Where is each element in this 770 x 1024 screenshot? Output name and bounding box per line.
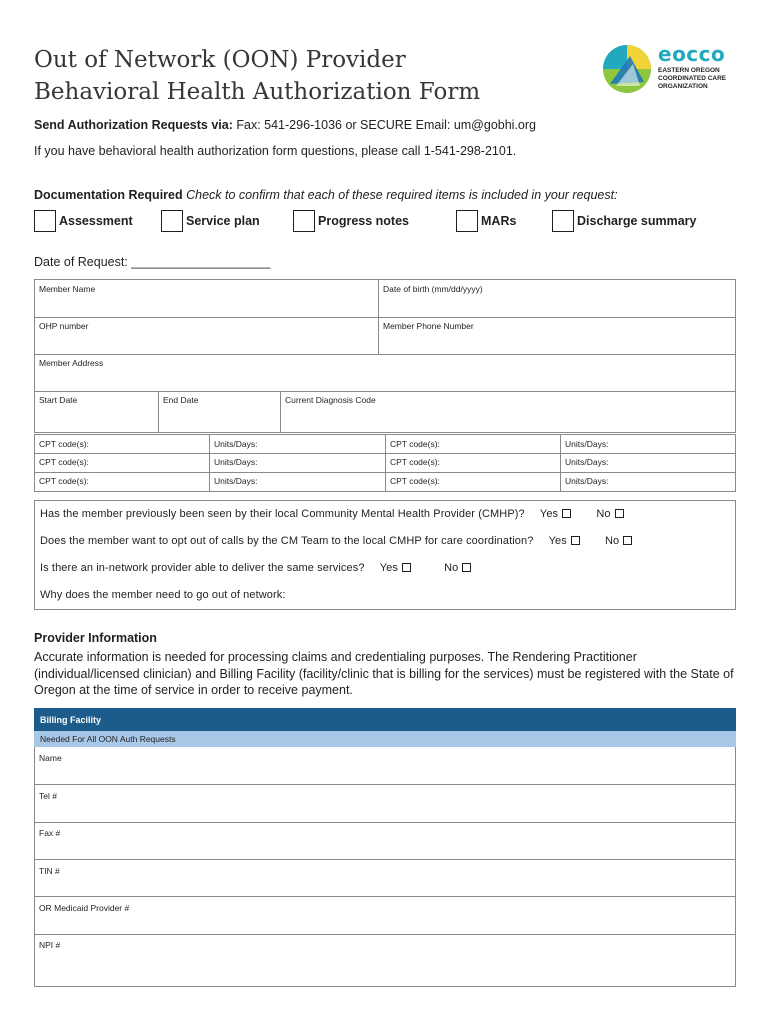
checkbox-progress-notes[interactable]: [293, 208, 409, 234]
billing-facility-subheader: Needed For All OON Auth Requests: [34, 731, 736, 747]
cpt-code-field[interactable]: CPT code(s):: [390, 476, 440, 486]
no-option[interactable]: No: [596, 508, 623, 520]
units-days-field[interactable]: Units/Days:: [214, 439, 258, 449]
billing-medicaid-field[interactable]: OR Medicaid Provider #: [39, 903, 130, 913]
checkbox-mars[interactable]: [456, 208, 516, 234]
start-date-field[interactable]: Start Date: [39, 395, 78, 405]
member-name-field[interactable]: Member Name: [39, 284, 96, 294]
billing-name-field[interactable]: Name: [39, 753, 62, 763]
diagnosis-code-field[interactable]: Current Diagnosis Code: [285, 395, 376, 405]
ohp-number-field[interactable]: OHP number: [39, 321, 89, 331]
cpt-code-field[interactable]: CPT code(s):: [390, 457, 440, 467]
cpt-code-field[interactable]: CPT code(s):: [39, 476, 89, 486]
eocco-globe-icon: [600, 44, 654, 94]
checkbox-assessment[interactable]: [34, 208, 133, 234]
checkbox-label: Assessment: [59, 214, 133, 228]
provider-info-paragraph: Accurate information is needed for processing claims and credentialing purposes. The Rendering Practitioner (individual/licensed clinician) and Billing Facility (facility/clinic that is billing for the services) must be registered with the State of Oregon at the time of service in order to receive payment.: [34, 650, 734, 697]
yes-option[interactable]: Yes: [380, 562, 411, 574]
question-why-out-of-network[interactable]: Why does the member need to go out of network:: [40, 589, 286, 601]
title-line-1: Out of Network (OON) Provider: [34, 47, 406, 73]
question-text: Has the member previously been seen by their local Community Mental Health Provider (CMHP)?: [40, 508, 525, 520]
member-phone-field[interactable]: Member Phone Number: [383, 321, 474, 331]
cpt-code-field[interactable]: CPT code(s):: [39, 439, 89, 449]
cpt-code-field[interactable]: CPT code(s):: [39, 457, 89, 467]
no-option[interactable]: No: [444, 562, 471, 574]
no-checkbox[interactable]: [615, 509, 624, 518]
billing-facility-header: Billing Facility: [34, 708, 736, 731]
units-days-field[interactable]: Units/Days:: [214, 457, 258, 467]
checkbox-label: Progress notes: [318, 214, 410, 228]
send-requests-label: Send Authorization Requests via:: [34, 118, 233, 132]
dob-field[interactable]: Date of birth (mm/dd/yyyy): [383, 284, 483, 294]
yes-checkbox[interactable]: [402, 563, 411, 572]
checkbox-square[interactable]: [293, 210, 315, 232]
no-checkbox[interactable]: [623, 536, 632, 545]
yes-checkbox[interactable]: [562, 509, 571, 518]
question-text: Does the member want to opt out of calls by the CM Team to the local CMHP for care coordination?: [40, 535, 534, 547]
documentation-label: Documentation Required: [34, 188, 183, 202]
yes-option[interactable]: Yes: [540, 508, 571, 520]
billing-facility-box: [34, 747, 736, 987]
no-option[interactable]: No: [605, 535, 632, 547]
logo-wordmark: eocco: [658, 42, 726, 66]
question-in-network-provider: [40, 562, 471, 574]
question-cmhp-seen: [40, 508, 624, 520]
member-info-grid: [34, 279, 736, 433]
member-address-field[interactable]: Member Address: [39, 358, 104, 368]
checkbox-square[interactable]: [456, 210, 478, 232]
billing-npi-field[interactable]: NPI #: [39, 940, 61, 950]
billing-tel-field[interactable]: Tel #: [39, 791, 57, 801]
send-requests-line: [34, 118, 536, 132]
question-opt-out-calls: [40, 535, 632, 547]
units-days-field[interactable]: Units/Days:: [565, 476, 609, 486]
documentation-instruction: Check to confirm that each of these required items is included in your request:: [186, 188, 618, 202]
form-title: [34, 44, 480, 108]
no-checkbox[interactable]: [462, 563, 471, 572]
title-line-2: Behavioral Health Authorization Form: [34, 79, 481, 105]
yes-checkbox[interactable]: [571, 536, 580, 545]
checkbox-square[interactable]: [34, 210, 56, 232]
end-date-field[interactable]: End Date: [163, 395, 199, 405]
billing-fax-field[interactable]: Fax #: [39, 828, 61, 838]
question-text: Is there an in-network provider able to deliver the same services?: [40, 562, 365, 574]
questions-line: If you have behavioral health authorization form questions, please call 1-541-298-2101.: [34, 144, 517, 158]
checkbox-label: Discharge summary: [577, 214, 697, 228]
logo-subtitle: EASTERN OREGON COORDINATED CARE ORGANIZATION: [658, 67, 727, 90]
eocco-logo: [600, 44, 750, 94]
checkbox-square[interactable]: [552, 210, 574, 232]
checkbox-square[interactable]: [161, 210, 183, 232]
checkbox-discharge-summary[interactable]: [552, 208, 697, 234]
units-days-field[interactable]: Units/Days:: [214, 476, 258, 486]
units-days-field[interactable]: Units/Days:: [565, 439, 609, 449]
units-days-field[interactable]: Units/Days:: [565, 457, 609, 467]
cpt-grid: [34, 434, 736, 492]
checkbox-service-plan[interactable]: [161, 208, 260, 234]
documentation-required: [34, 188, 618, 202]
provider-info-heading: Provider Information: [34, 631, 157, 645]
send-requests-value: Fax: 541-296-1036 or SECURE Email: um@gobhi.org: [236, 118, 536, 132]
checkbox-label: MARs: [481, 214, 517, 228]
yes-option[interactable]: Yes: [549, 535, 580, 547]
date-of-request[interactable]: Date of Request: ____________________: [34, 255, 271, 269]
billing-tin-field[interactable]: TIN #: [39, 866, 60, 876]
checkbox-label: Service plan: [186, 214, 260, 228]
cpt-code-field[interactable]: CPT code(s):: [390, 439, 440, 449]
